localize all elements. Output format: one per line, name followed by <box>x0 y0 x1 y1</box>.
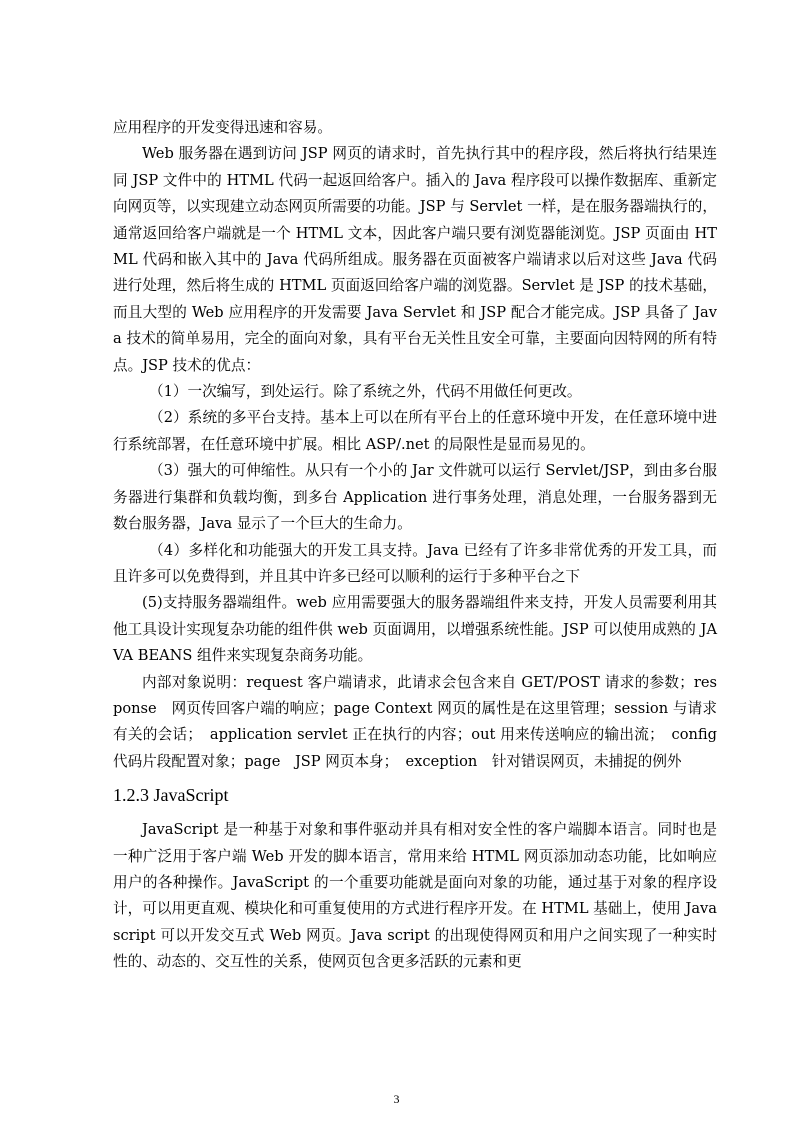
paragraph-continuation: 应用程序的开发变得迅速和容易。 <box>113 119 332 136</box>
paragraph-advantage-2: （2）系统的多平台支持。基本上可以在所有平台上的任意环境中开发，在任意环境中进行系统部署，在任意环境中扩展。相比 ASP/.net 的局限性是显而易见的。 <box>113 409 717 453</box>
page-number: 3 <box>393 1092 400 1106</box>
paragraph-advantage-1: （1）一次编写，到处运行。除了系统之外，代码不用做任何更改。 <box>149 383 582 401</box>
paragraph-web-server: Web 服务器在遇到访问 JSP 网页的请求时，首先执行其中的程序段，然后将执行结果连同 JSP 文件中的 HTML 代码一起返回给客户。插入的 Java 程序段可以操作数据库、重新定向网页等，以实现建立动态网页所需要的功能。JSP 与 Servlet 一样，是在服务器端执行的，通常返回给客户端就是一个 HTML 文本，因此客户端只要有浏览器能浏览。JSP 页面由 HTML 代码和嵌入其中的 Java 代码所组成。服务器在页面被客户端请求以后对这些 Java 代码进行处理，然后将生成的 HTML 页面返回给客户端的浏览器。Servlet 是 JSP 的技术基础，而且大型的 Web 应用程序的开发需要 Java Servlet 和 JSP 配合才能完成。JSP 具备了 Java 技术的简单易用，完全的面向对象，具有平台无关性且安全可靠，主要面向因特网的所有特点。JSP 技术的优点： <box>113 145 717 374</box>
paragraph-internal-objects: 内部对象说明：request 客户端请求，此请求会包含来自 GET/POST 请求的参数；response 网页传回客户端的响应；page Context 网页的属性是在这里管理；session 与请求有关的会话； application servlet 正在执行的内容；out 用来传送响应的输出流； config 代码片段配置对象；page JSP 网页本身； exception 针对错误网页，未捕捉的例外 <box>113 673 732 770</box>
paragraph-advantage-5: (5)支持服务器端组件。web 应用需要强大的服务器端组件来支持，开发人员需要利用其他工具设计实现复杂功能的组件供 web 页面调用，以增强系统性能。JSP 可以使用成熟的 JAVA BEANS 组件来实现复杂商务功能。 <box>113 594 717 665</box>
paragraph-javascript: JavaScript 是一种基于对象和事件驱动并具有相对安全性的客户端脚本语言。同时也是一种广泛用于客户端 Web 开发的脚本语言，常用来给 HTML 网页添加动态功能，比如响应用户的各种操作。JavaScript 的一个重要功能就是面向对象的功能，通过基于对象的程序设计，可以用更直观、模块化和可重复使用的方式进行程序开发。在 HTML 基础上，使用 Java script 可以开发交互式 Web 网页。Java script 的出现使得网页和用户之间实现了一种实时性的、动态的、交互性的关系，使网页包含更多活跃的元素和更 <box>113 821 717 971</box>
paragraph-advantage-4: （4）多样化和功能强大的开发工具支持。Java 已经有了许多非常优秀的开发工具，而且许多可以免费得到，并且其中许多已经可以顺利的运行于多种平台之下 <box>113 541 717 585</box>
paragraph-advantage-3: （3）强大的可伸缩性。从只有一个小的 Jar 文件就可以运行 Servlet/JSP，到由多台服务器进行集群和负载均衡，到多台 Application 进行事务处理，消息处理，一台服务器到无数台服务器，Java 显示了一个巨大的生命力。 <box>113 462 717 533</box>
section-heading: 1.2.3 JavaScript <box>113 785 229 806</box>
page-content <box>113 115 732 976</box>
